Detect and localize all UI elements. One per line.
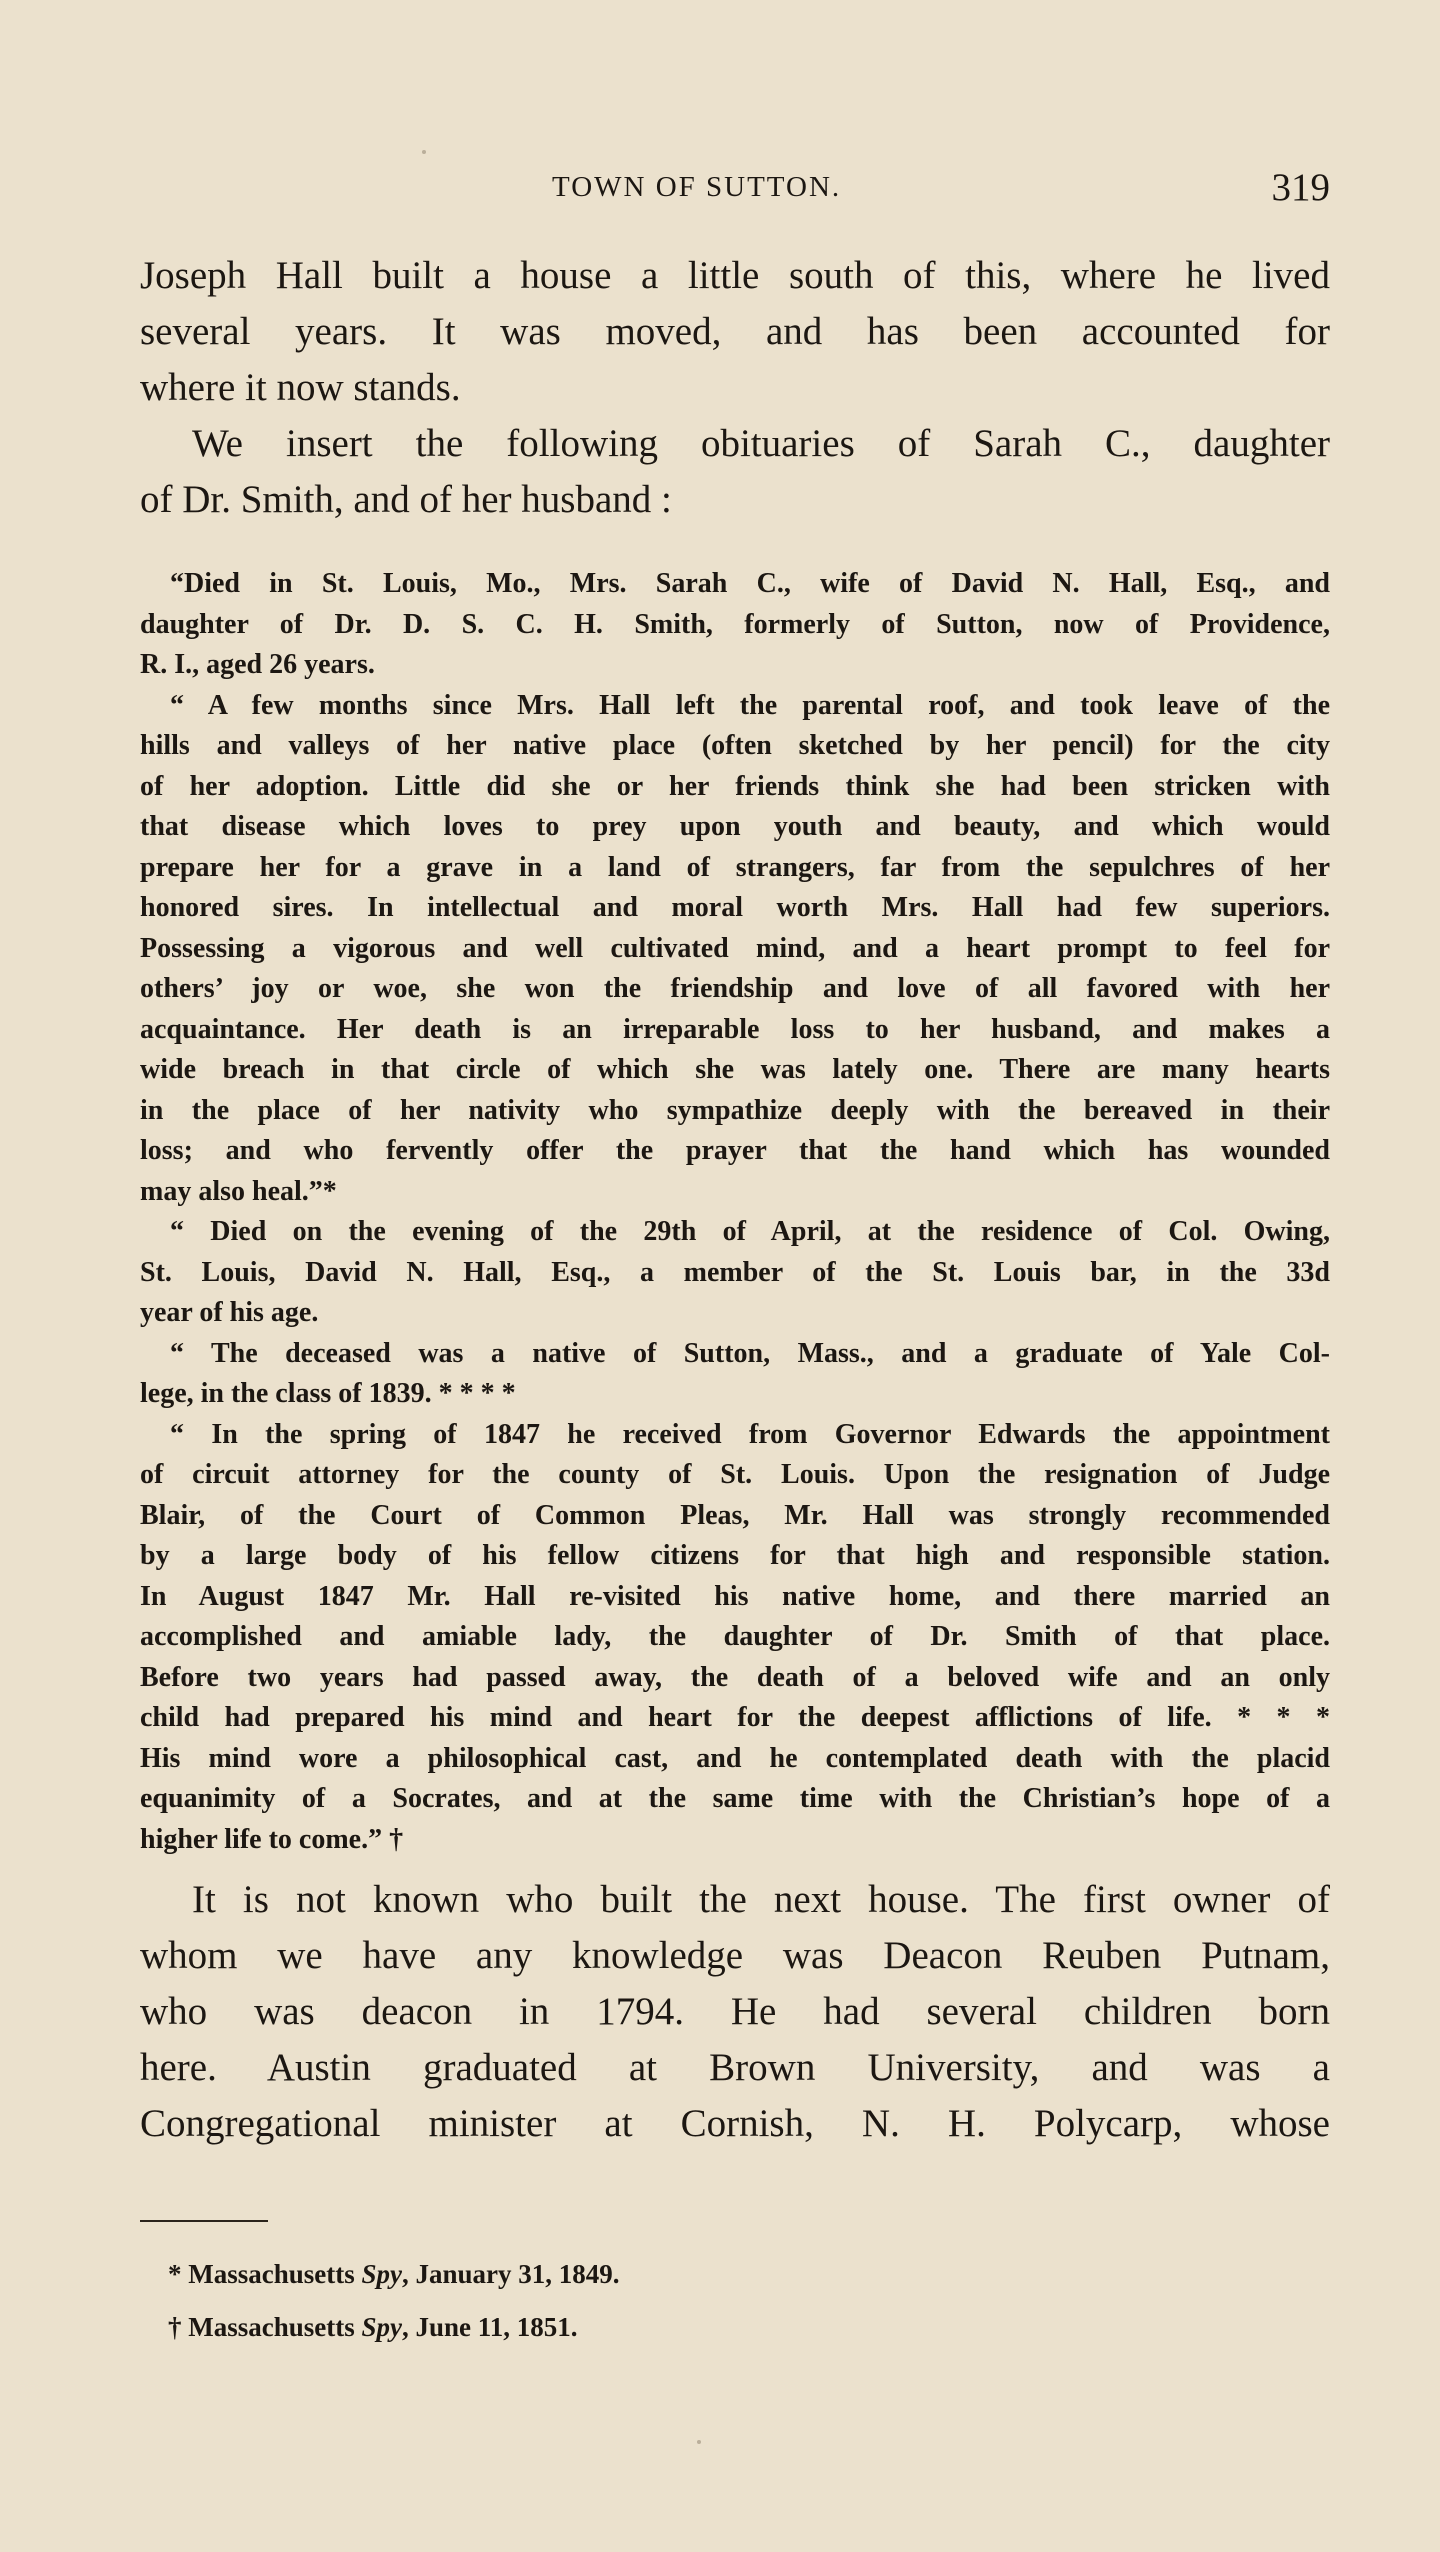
quote-line: child had prepared his mind and heart for the deepest afflictions of life. * * *: [140, 1702, 1330, 1733]
text-line: who was deacon in 1794. He had several children born: [140, 1990, 1330, 2033]
quote-line: loss; and who fervently offer the prayer that the hand which has wounded: [140, 1135, 1330, 1166]
quote-line: of her adoption. Little did she or her friends think she had been stricken with: [140, 770, 1330, 802]
text-line: Congregational minister at Cornish, N. H. Polycarp, whose: [140, 2102, 1330, 2145]
quote-line: prepare her for a grave in a land of strangers, far from the sepulchres of her: [140, 851, 1330, 883]
text-line: where it now stands.: [140, 366, 461, 409]
paper-speck: [697, 2440, 701, 2444]
footnote: [140, 2301, 1330, 2354]
quote-line: Blair, of the Court of Common Pleas, Mr. Hall was strongly recommended: [140, 1499, 1330, 1531]
quote-line: In August 1847 Mr. Hall re-visited his native home, and there married an: [140, 1580, 1330, 1612]
quote-line: “ The deceased was a native of Sutton, Mass., and a graduate of Yale Col-: [170, 1337, 1330, 1369]
intro-paragraphs: [140, 248, 1330, 528]
footnote-source: Massachusetts: [188, 2312, 355, 2342]
quote-line: “ Died on the evening of the 29th of April, at the residence of Col. Owing,: [170, 1216, 1330, 1247]
quote-line: wide breach in that circle of which she was lately one. There are many hearts: [140, 1054, 1330, 1085]
quote-line: honored sires. In intellectual and moral worth Mrs. Hall had few superiors.: [140, 892, 1330, 923]
page-number: 319: [1271, 166, 1330, 209]
quote-line: “Died in St. Louis, Mo., Mrs. Sarah C., wife of David N. Hall, Esq., and: [170, 568, 1330, 599]
footnote: [140, 2248, 1330, 2301]
quote-line: daughter of Dr. D. S. C. H. Smith, formerly of Sutton, now of Providence,: [140, 608, 1330, 640]
footnote-mark: †: [168, 2312, 182, 2342]
quote-line: Possessing a vigorous and well cultivated mind, and a heart prompt to feel for: [140, 932, 1330, 964]
footnote-rule: [140, 2220, 268, 2222]
text-line: Joseph Hall built a house a little south of this, where he lived: [140, 254, 1330, 297]
footnote-source: Massachusetts: [188, 2259, 355, 2289]
quote-line: His mind wore a philosophical cast, and he contemplated death with the placid: [140, 1742, 1330, 1774]
paper-speck: [422, 150, 426, 154]
quote-line: acquaintance. Her death is an irreparable loss to her husband, and makes a: [140, 1013, 1330, 1045]
footnote-title: Spy: [361, 2259, 402, 2289]
quote-line: of circuit attorney for the county of St. Louis. Upon the resignation of Judge: [140, 1459, 1330, 1490]
quote-line: St. Louis, David N. Hall, Esq., a member of the St. Louis bar, in the 33d: [140, 1256, 1330, 1288]
text-line: whom we have any knowledge was Deacon Reuben Putnam,: [140, 1934, 1330, 1977]
quote-line: R. I., aged 26 years.: [140, 649, 375, 680]
quote-line: may also heal.”*: [140, 1175, 337, 1207]
quote-line: “ In the spring of 1847 he received from Governor Edwards the appointment: [170, 1418, 1330, 1450]
running-title: TOWN OF SUTTON.: [552, 171, 842, 203]
quote-line: “ A few months since Mrs. Hall left the parental roof, and took leave of the: [170, 689, 1330, 721]
footnote-mark: *: [168, 2259, 182, 2289]
quote-line: in the place of her nativity who sympathize deeply with the bereaved in their: [140, 1094, 1330, 1126]
quote-line: lege, in the class of 1839. * * * *: [140, 1378, 516, 1409]
text-line: We insert the following obituaries of Sarah C., daughter: [192, 422, 1330, 465]
quote-line: hills and valleys of her native place (often sketched by her pencil) for the city: [140, 730, 1330, 761]
quote-line: equanimity of a Socrates, and at the same time with the Christian’s hope of a: [140, 1783, 1330, 1814]
footnote-title: Spy: [361, 2312, 402, 2342]
quote-line: accomplished and amiable lady, the daughter of Dr. Smith of that place.: [140, 1621, 1330, 1652]
footnotes: [140, 2248, 1330, 2354]
closing-paragraph: [140, 1872, 1330, 2152]
text-line: of Dr. Smith, and of her husband :: [140, 478, 672, 521]
quote-line: higher life to come.” †: [140, 1823, 404, 1855]
quote-line: that disease which loves to prey upon youth and beauty, and which would: [140, 811, 1330, 842]
page-header: [140, 165, 1330, 215]
text-line: It is not known who built the next house. The first owner of: [192, 1878, 1330, 1921]
obituary-quotes: [140, 564, 1330, 1860]
text-line: several years. It was moved, and has been accounted for: [140, 310, 1330, 353]
footnote-date: , June 11, 1851.: [402, 2312, 578, 2342]
footnote-date: , January 31, 1849.: [402, 2259, 620, 2289]
quote-line: others’ joy or woe, she won the friendship and love of all favored with her: [140, 973, 1330, 1004]
quote-line: by a large body of his fellow citizens for that high and responsible station.: [140, 1540, 1330, 1571]
quote-line: year of his age.: [140, 1297, 319, 1328]
quote-line: Before two years had passed away, the death of a beloved wife and an only: [140, 1661, 1330, 1693]
text-line: here. Austin graduated at Brown University, and was a: [140, 2046, 1330, 2089]
